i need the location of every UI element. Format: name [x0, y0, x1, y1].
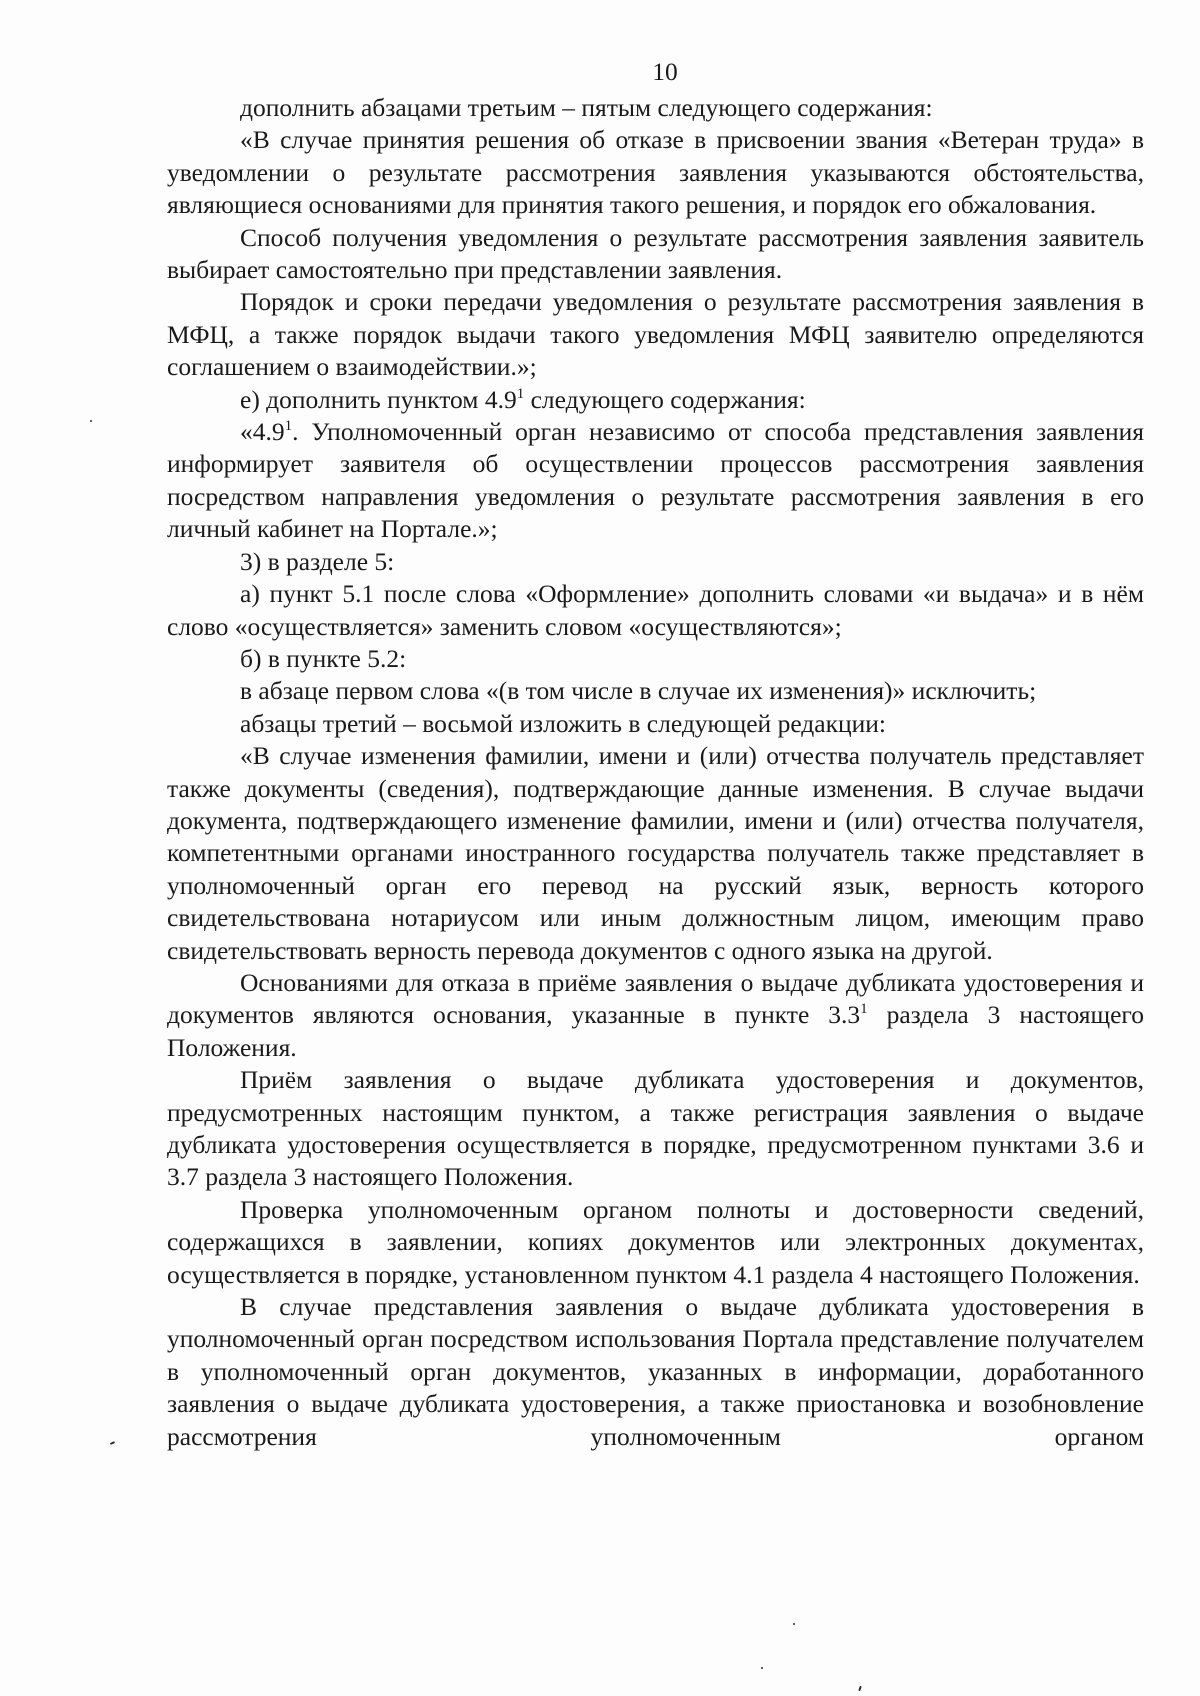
scan-speck [90, 420, 92, 422]
paragraph [167, 384, 1144, 416]
paragraph: Порядок и сроки передачи уведомления о результате рассмотрения заявления в МФЦ, а также порядок выдачи такого уведомления МФЦ заявителю определяются соглашением о взаимодействии.»; [167, 287, 1144, 382]
paragraph: дополнить абзацами третьим – пятым следующего содержания: [240, 93, 933, 122]
paragraph: Приём заявления о выдаче дубликата удостоверения и документов, предусмотренных настоящим пунктом, а также регистрация заявления о выдаче дубликата удостоверения осуществляется в порядке, предусмотренном пунктами 3.6 и 3.7 раздела 3 настоящего Положения. [167, 1065, 1144, 1192]
scan-speck [110, 1441, 115, 1445]
paragraph: «В случае изменения фамилии, имени и (или) отчества получатель представляет также документы (сведения), подтверждающие данные изменения. В случае выдачи документа, подтверждающего изменение фамилии, имени и (или) отчества получателя, компетентными органами иностранного государства получатель также представляет в уполномоченный орган его перевод на русский язык, верность которого свидетельствована нотариусом или иным должностным лицом, имеющим право свидетельствовать верность перевода документов с одного языка на другой. [167, 741, 1144, 965]
paragraph-text: следующего содержания: [524, 384, 806, 414]
paragraph: б) в пункте 5.2: [240, 643, 407, 673]
paragraph-text: «4.9 [240, 417, 285, 447]
paragraph [167, 416, 1144, 546]
paragraph: В случае представления заявления о выдаче дубликата удостоверения в уполномоченный орган посредством использования Портала представление получателем в уполномоченный орган документов, указанных в информации, доработанного заявления о выдаче дубликата удостоверения, а также приостановка и возобновление рассмотрения уполномоченным органом [167, 1292, 1144, 1451]
scan-speck [793, 1623, 795, 1625]
paragraph: абзацы третий – восьмой изложить в следующей редакции: [240, 708, 887, 738]
paragraph: «В случае принятия решения об отказе в присвоении звания «Ветеран труда» в уведомлении о результате рассмотрения заявления указываются обстоятельства, являющиеся основаниями для принятия такого решения, и порядок его обжалования. [167, 125, 1144, 220]
superscript: 1 [516, 385, 525, 402]
paragraph: 3) в разделе 5: [240, 546, 395, 576]
scan-speck [761, 1667, 763, 1669]
paragraph: а) пункт 5.1 после слова «Оформление» дополнить словами «и выдача» и в нём слово «осуществляется» заменить словом «осуществляются»; [167, 579, 1144, 641]
paragraph-text: . Уполномоченный орган независимо от способа представления заявления информирует заявителя об осуществлении процессов рассмотрения заявления посредством направления уведомления о результате рассмотрения заявления в его личный кабинет на Портале.»; [167, 417, 1144, 544]
superscript: 1 [860, 1001, 868, 1018]
paragraph-text: раздела 3 настоящего Положения. [167, 1000, 1144, 1062]
paragraph [167, 967, 1144, 1064]
paragraph: Способ получения уведомления о результате рассмотрения заявления заявитель выбирает самостоятельно при представлении заявления. [167, 222, 1144, 285]
paragraph: Проверка уполномоченным органом полноты и достоверности сведений, содержащихся в заявлении, копиях документов или электронных документах, осуществляется в порядке, установленном пунктом 4.1 раздела 4 настоящего Положения. [167, 1194, 1144, 1289]
paragraph: в абзаце первом слова «(в том числе в случае их изменения)» исключить; [240, 676, 1037, 706]
scan-speck [858, 1686, 862, 1691]
paragraph-text: е) дополнить пунктом 4.9 [240, 384, 517, 414]
page-number: 10 [652, 57, 678, 86]
document-body [167, 92, 1144, 1453]
superscript: 1 [284, 418, 293, 435]
paragraph-text: Основаниями для отказа в приёме заявления о выдаче дубликата удостоверения и документов являются основания, указанные в пункте 3.3 [167, 967, 1144, 1030]
